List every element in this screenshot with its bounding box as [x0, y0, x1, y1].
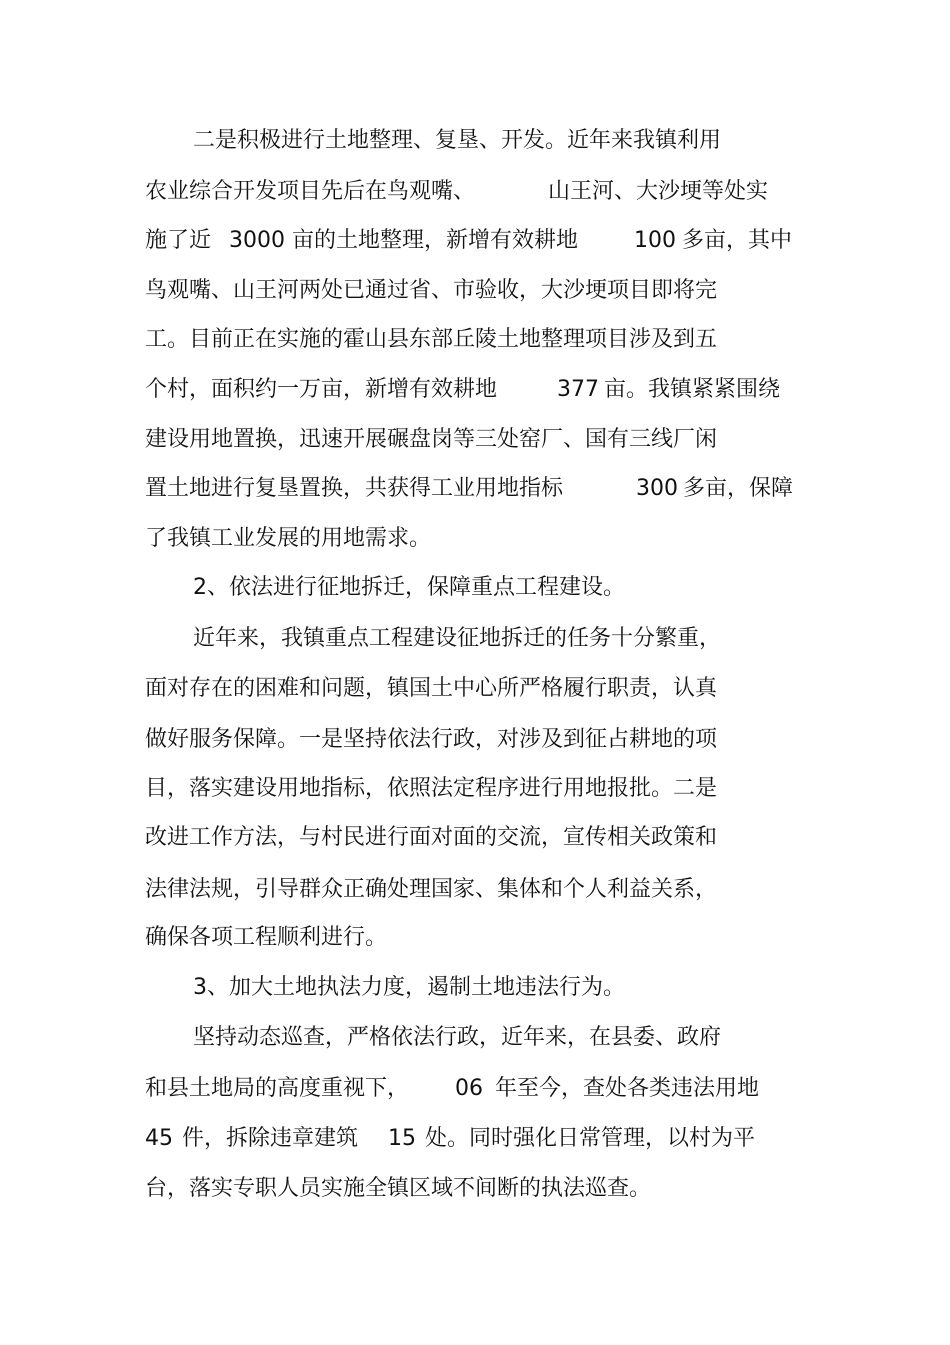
text-segment: 100 [634, 228, 676, 253]
text-segment: 300 [636, 476, 678, 501]
text-segment: 亩的土地整理，新增有效耕地 [292, 228, 579, 253]
text-segment: 处。同时强化日常管理，以村为平 [425, 1126, 756, 1151]
text-line [0, 521, 432, 557]
text-segment: 亩。我镇紧紧围绕 [604, 377, 781, 402]
text-line [0, 372, 781, 408]
text-segment: 面对存在的困难和问题，镇国土中心所严格履行职责，认真 [145, 676, 718, 701]
text-line [0, 671, 718, 707]
text-segment: 年至今，查处各类违法用地 [495, 1076, 760, 1101]
text-segment: 3000 [229, 228, 285, 253]
text-segment: 山王河、大沙埂等处实 [548, 179, 769, 204]
text-segment: 45 [145, 1126, 173, 1151]
text-line [0, 771, 718, 807]
text-segment: 多亩，保障 [683, 476, 794, 501]
text-segment: 2、依法进行征地拆迁，保障重点工程建设。 [193, 575, 625, 600]
text-segment: 确保各项工程顺利进行。 [145, 925, 388, 950]
text-segment: 了我镇工业发展的用地需求。 [145, 526, 432, 551]
section-heading [0, 570, 625, 606]
text-line [0, 1071, 760, 1107]
text-segment: 个村，面积约一万亩，新增有效耕地 [145, 377, 498, 402]
text-line [0, 174, 769, 210]
text-segment: 工。目前正在实施的霍山县东部丘陵土地整理项目涉及到五 [145, 327, 718, 352]
text-line [0, 123, 722, 159]
text-segment: 农业综合开发项目先后在鸟观嘴、 [145, 179, 476, 204]
text-line [0, 722, 718, 758]
text-segment: 坚持动态巡查，严格依法行政，近年来，在县委、政府 [193, 1025, 722, 1050]
text-line [0, 1171, 652, 1207]
text-segment: 施了近 [145, 228, 212, 253]
text-segment: 做好服务保障。一是坚持依法行政，对涉及到征占耕地的项 [145, 727, 718, 752]
text-segment: 建设用地置换，迅速开展碾盘岗等三处窑厂、国有三线厂闲 [145, 427, 718, 452]
text-segment: 3、加大土地执法力度，遏制土地违法行为。 [193, 975, 625, 1000]
text-segment: 近年来，我镇重点工程建设征地拆迁的任务十分繁重， [193, 626, 722, 651]
text-line [0, 920, 388, 956]
text-segment: 15 [388, 1126, 416, 1151]
text-segment: 二是积极进行土地整理、复垦、开发。近年来我镇利用 [193, 128, 722, 153]
text-segment: 多亩，其中 [682, 228, 793, 253]
text-line [0, 1020, 722, 1056]
text-segment: 377 [557, 377, 599, 402]
text-line [0, 1121, 756, 1157]
text-segment: 置土地进行复垦置换，共获得工业用地指标 [145, 476, 564, 501]
text-segment: 06 [455, 1076, 483, 1101]
text-line [0, 223, 793, 259]
text-segment: 目，落实建设用地指标，依照法定程序进行用地报批。二是 [145, 776, 718, 801]
text-line [0, 872, 718, 908]
text-line [0, 471, 794, 507]
text-segment: 改进工作方法，与村民进行面对面的交流，宣传相关政策和 [145, 825, 718, 850]
text-line [0, 422, 718, 458]
text-line [0, 621, 722, 657]
text-line [0, 820, 718, 856]
text-segment: 法律法规，引导群众正确处理国家、集体和个人利益关系， [145, 877, 718, 902]
text-line [0, 273, 718, 309]
text-segment: 件，拆除违章建筑 [182, 1126, 359, 1151]
section-heading [0, 970, 625, 1006]
text-segment: 台，落实专职人员实施全镇区域不间断的执法巡查。 [145, 1176, 652, 1201]
text-segment: 和县土地局的高度重视下， [145, 1076, 410, 1101]
text-segment: 鸟观嘴、山王河两处已通过省、市验收，大沙埂项目即将完 [145, 278, 718, 303]
text-line [0, 322, 718, 358]
